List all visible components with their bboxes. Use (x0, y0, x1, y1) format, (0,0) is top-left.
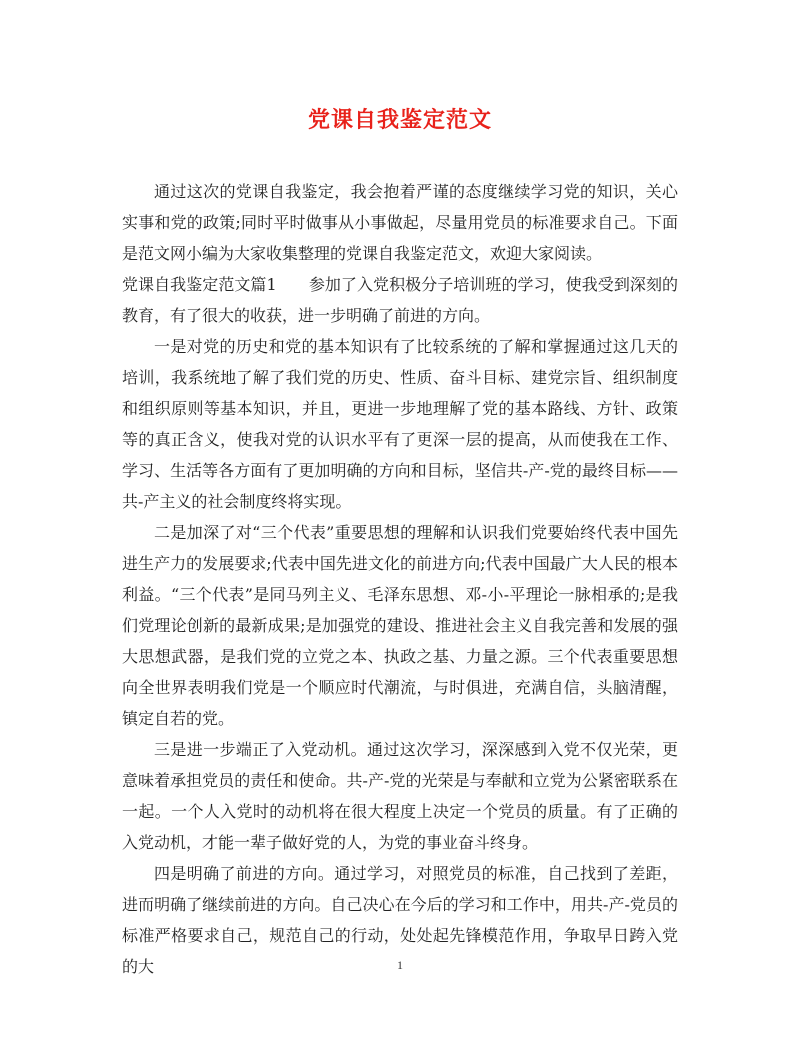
paragraph-point-two: 二是加深了对“三个代表”重要思想的理解和认识我们党要始终代表中国先进生产力的发展要求;代表中国先进文化的前进方向;代表中国最广大人民的根本利益。“三个代表”是同马列主义、毛泽东思想、邓-小-平理论一脉相承的;是我们党理论创新的最新成果;是加强党的建设、推进社会主义自我完善和发展的强大思想武器，是我们党的立党之本、执政之基、力量之源。三个代表重要思想向全世界表明我们党是一个顺应时代潮流，与时俱进，充满自信，头脑清醒，镇定自若的党。 (122, 523, 678, 728)
paragraph-intro: 通过这次的党课自我鉴定，我会抱着严谨的态度继续学习党的知识，关心实事和党的政策;同时平时做事从小事做起，尽量用党员的标准要求自己。下面是范文网小编为大家收集整理的党课自我鉴定范文，欢迎大家阅读。 (122, 182, 678, 263)
paragraph-point-one: 一是对党的历史和党的基本知识有了比较系统的了解和掌握通过这几天的培训，我系统地了解了我们党的历史、性质、奋斗目标、建党宗旨、组织制度和组织原则等基本知识，并且，更进一步地理解了党的基本路线、方针、政策等的真正含义，使我对党的认识水平有了更深一层的提高，从而使我在工作、学习、生活等各方面有了更加明确的方向和目标，坚信共-产-党的最终目标——共-产主义的社会制度终将实现。 (122, 337, 678, 511)
paragraph-section-heading: 党课自我鉴定范文篇1 参加了入党积极分子培训班的学习，使我受到深刻的教育，有了很大的收获，进一步明确了前进的方向。 (122, 275, 678, 325)
document-title: 党课自我鉴定范文 (307, 107, 492, 133)
document-body (122, 176, 678, 982)
paragraph-point-four: 四是明确了前进的方向。通过学习，对照党员的标准，自己找到了差距，进而明确了继续前进的方向。自己决心在今后的学习和工作中，用共-产-党员的标准严格要求自己，规范自己的行动，处处起先锋模范作用，争取早日跨入党的大 (122, 864, 678, 976)
page-number: 1 (397, 958, 403, 972)
paragraph-point-three: 三是进一步端正了入党动机。通过这次学习，深深感到入党不仅光荣，更意味着承担党员的责任和使命。共-产-党的光荣是与奉献和立党为公紧密联系在一起。一个人入党时的动机将在很大程度上决定一个党员的质量。有了正确的入党动机，才能一辈子做好党的人，为党的事业奋斗终身。 (122, 740, 678, 852)
